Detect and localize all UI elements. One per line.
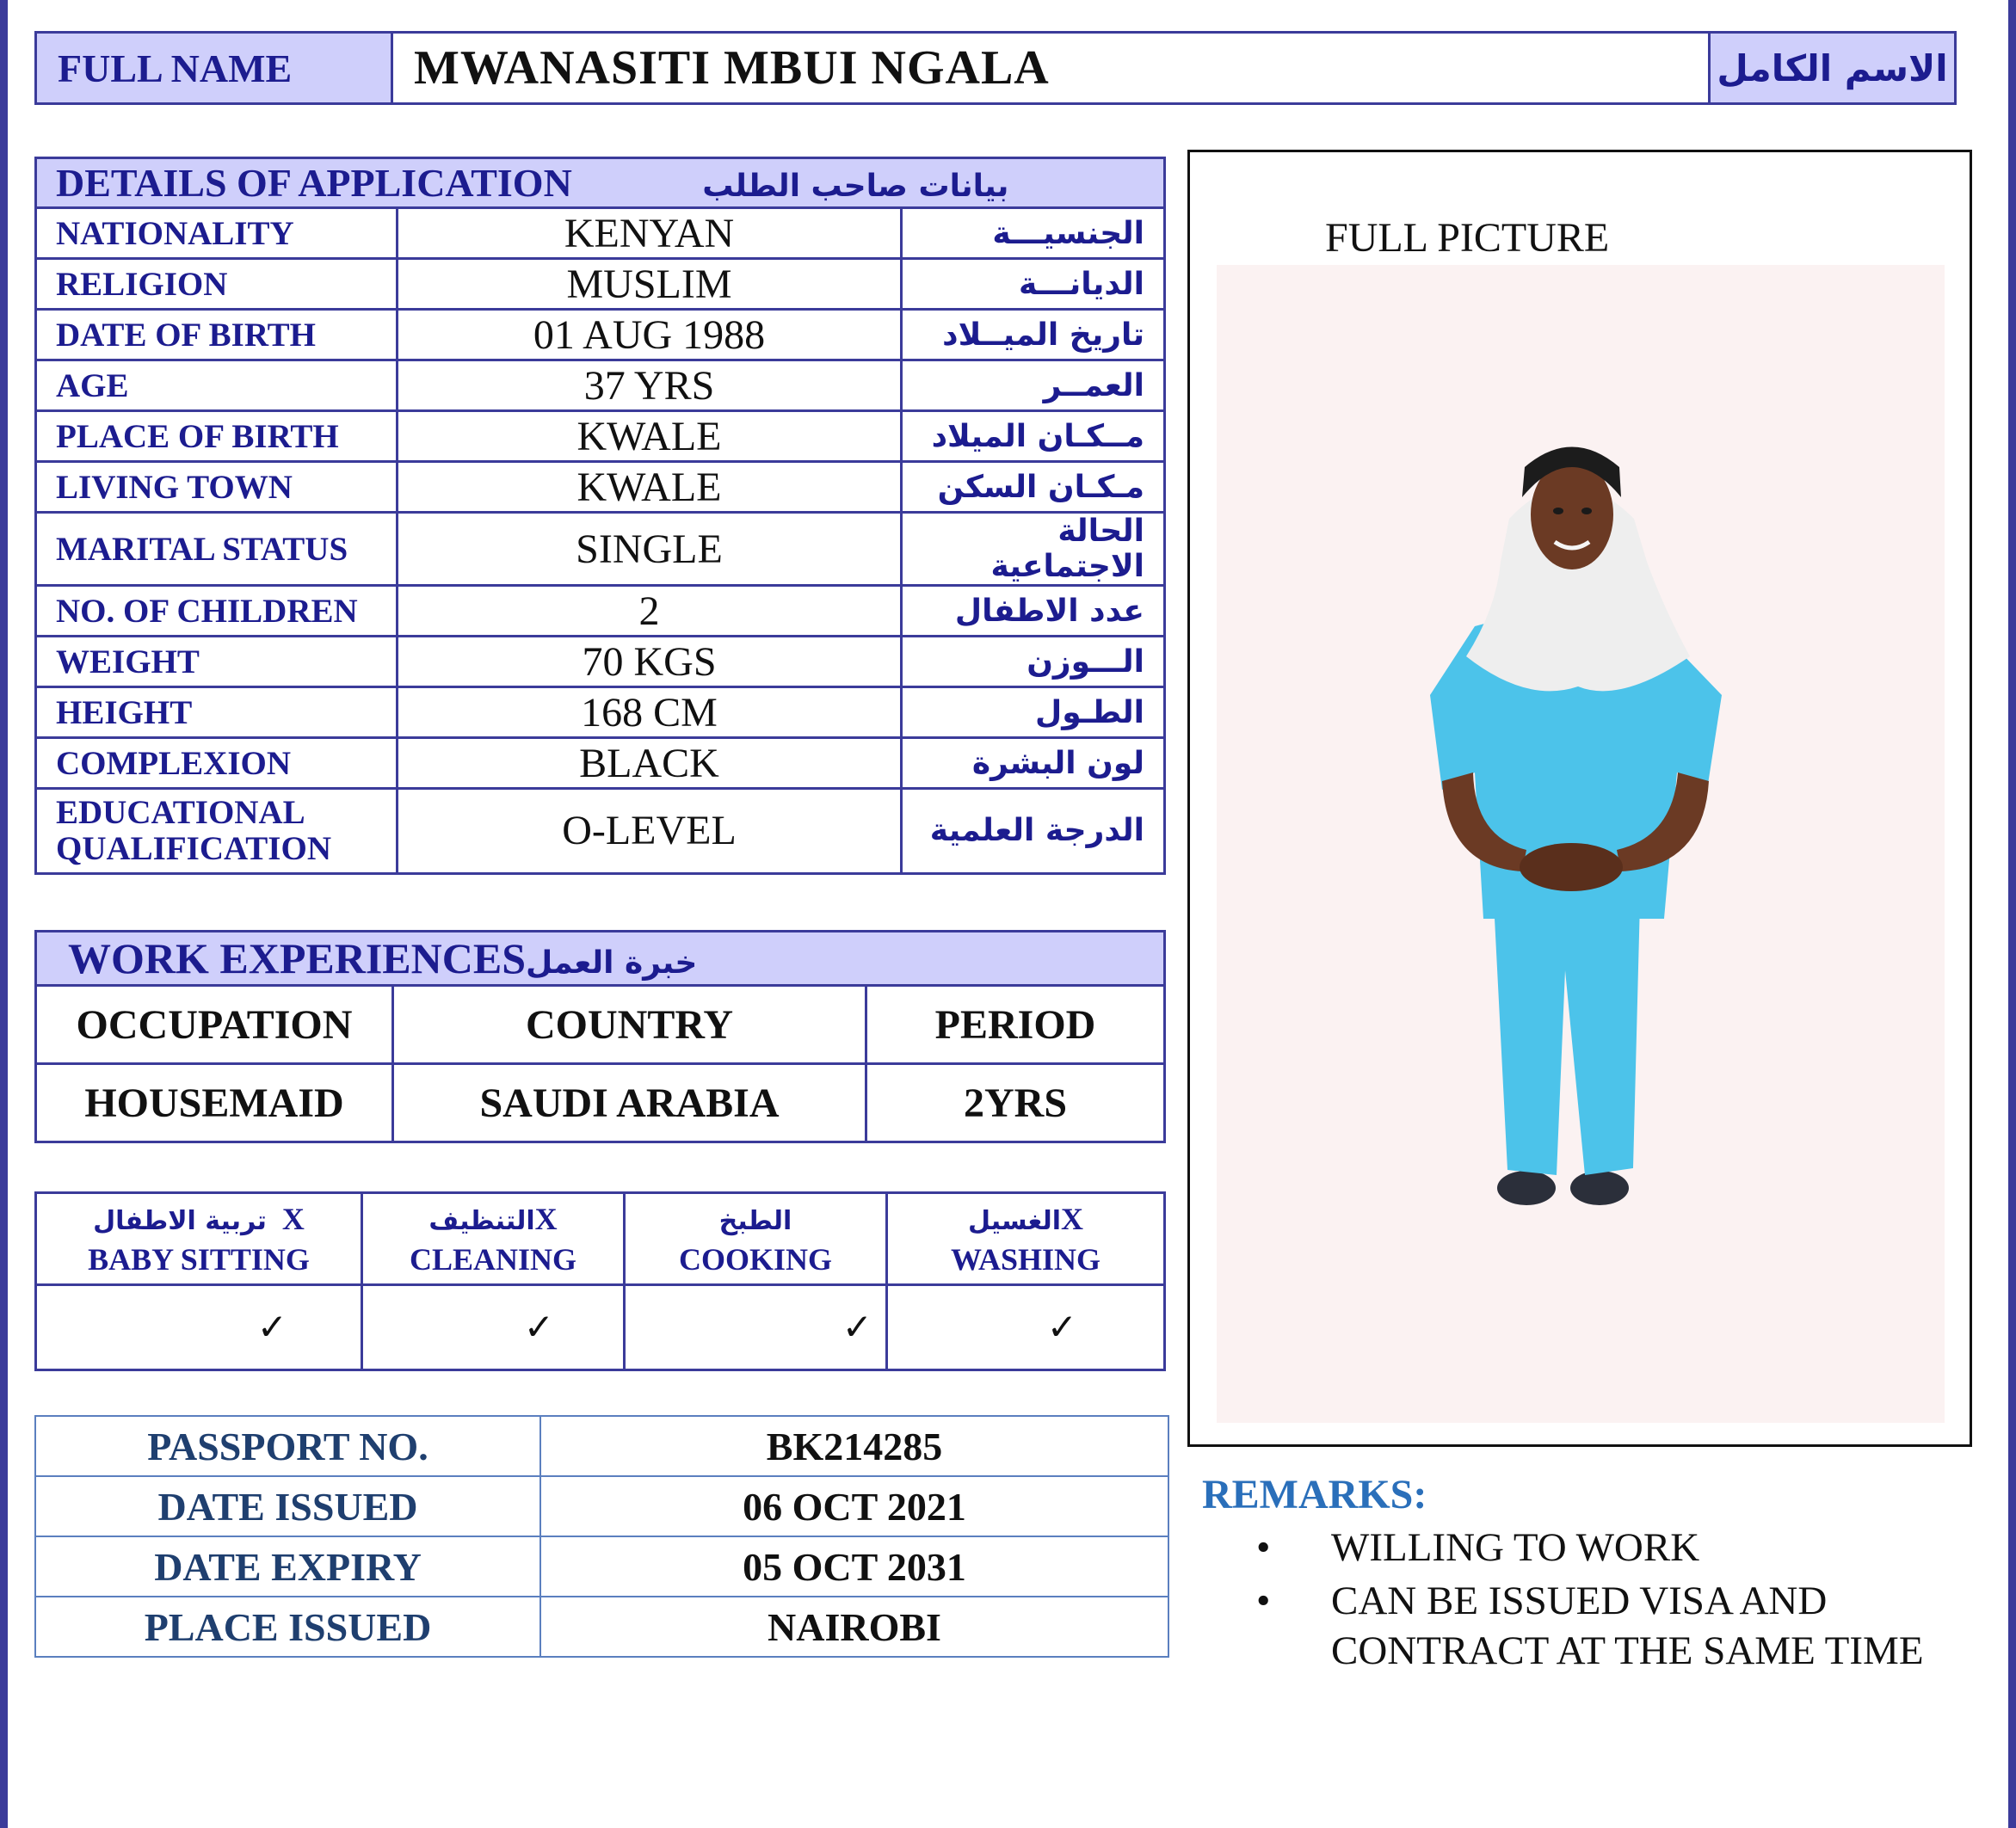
complexion-label-ar: لون البشرة [902, 738, 1165, 789]
details-row [36, 462, 1165, 513]
skill-washing-ar: الغسيل [967, 1205, 1062, 1236]
skills-table [34, 1191, 1166, 1371]
washing-check-icon: ✓ [887, 1285, 1165, 1370]
skill-cleaning-ar: التنظيف [428, 1205, 535, 1236]
passport-row [35, 1597, 1168, 1657]
place-of-birth-value: KWALE [398, 411, 902, 462]
children-value: 2 [398, 586, 902, 637]
details-row [36, 513, 1165, 586]
religion-label-ar: الديانـــة [902, 259, 1165, 310]
religion-value: MUSLIM [398, 259, 902, 310]
remark-item [1256, 1576, 1996, 1676]
age-label: AGE [36, 360, 398, 411]
skill-washing-marker: X [1061, 1201, 1084, 1236]
passport-row [35, 1476, 1168, 1536]
occupation-value: HOUSEMAID [36, 1064, 393, 1142]
age-label-ar: العمــر [902, 360, 1165, 411]
full-name-bar [34, 31, 1957, 105]
passport-no-label: PASSPORT NO. [35, 1416, 540, 1476]
full-picture-title: FULL PICTURE [1325, 215, 1610, 261]
details-row [36, 637, 1165, 687]
height-label-ar: الطـول [902, 687, 1165, 738]
height-value: 168 CM [398, 687, 902, 738]
marital-status-label: MARITAL STATUS [36, 513, 398, 586]
dob-value: 01 AUG 1988 [398, 310, 902, 360]
details-row [36, 310, 1165, 360]
skill-cooking-label: COOKING [678, 1241, 832, 1277]
skill-baby-sitting-marker: X [281, 1201, 305, 1236]
nationality-label: NATIONALITY [36, 208, 398, 259]
children-label: NO. OF CHILDREN [36, 586, 398, 637]
work-row [36, 1064, 1165, 1142]
details-row [36, 411, 1165, 462]
details-table [34, 157, 1166, 875]
person-figure-icon [1217, 265, 1945, 1423]
nationality-label-ar: الجنسيـــة [902, 208, 1165, 259]
skill-cooking [625, 1193, 887, 1285]
skill-cleaning [362, 1193, 625, 1285]
skill-cleaning-label: CLEANING [409, 1241, 577, 1277]
place-issued-label: PLACE ISSUED [35, 1597, 540, 1657]
details-row [36, 738, 1165, 789]
height-label: HEIGHT [36, 687, 398, 738]
skill-washing [887, 1193, 1165, 1285]
details-row [36, 586, 1165, 637]
education-label-line2: QUALIFICATION [56, 830, 331, 867]
remark-text: WILLING TO WORK [1331, 1525, 1700, 1570]
nationality-value: KENYAN [398, 208, 902, 259]
weight-label-ar: الـــوزن [902, 637, 1165, 687]
dob-label-ar: تاريخ الميــلاد [902, 310, 1165, 360]
skill-cooking-ar: الطبخ [718, 1205, 792, 1236]
work-header-row [36, 932, 1165, 986]
cooking-check-icon: ✓ [625, 1285, 887, 1370]
remark-text-line1: CAN BE ISSUED VISA AND [1331, 1579, 1828, 1623]
remark-item [1256, 1523, 1996, 1573]
period-value: 2YRS [866, 1064, 1165, 1142]
bullet-icon: • [1256, 1579, 1271, 1623]
skill-washing-label: WASHING [950, 1241, 1101, 1277]
date-issued-value: 06 OCT 2021 [540, 1476, 1168, 1536]
weight-value: 70 KGS [398, 637, 902, 687]
skill-baby-sitting-label: BABY SITTING [88, 1241, 310, 1277]
religion-label: RELIGION [36, 259, 398, 310]
passport-row [35, 1536, 1168, 1597]
marital-status-label-ar: الحالة الاجتماعية [902, 513, 1165, 586]
skills-header-row [36, 1193, 1165, 1285]
full-picture-panel [1187, 150, 1972, 1447]
remarks-list [1256, 1523, 1996, 1679]
details-row [36, 208, 1165, 259]
baby-sitting-check-icon: ✓ [36, 1285, 362, 1370]
education-label-ar: الدرجة العلمية [902, 789, 1165, 874]
full-picture-photo [1217, 265, 1945, 1423]
passport-table [34, 1415, 1169, 1658]
skills-check-row [36, 1285, 1165, 1370]
country-header: COUNTRY [393, 986, 866, 1064]
full-name-label-ar: الاسم الكامل [1708, 34, 1954, 102]
occupation-header: OCCUPATION [36, 986, 393, 1064]
bullet-icon: • [1256, 1525, 1271, 1570]
remarks-title: REMARKS: [1202, 1472, 1427, 1517]
place-of-birth-label: PLACE OF BIRTH [36, 411, 398, 462]
full-name-label: FULL NAME [37, 34, 393, 102]
country-value: SAUDI ARABIA [393, 1064, 866, 1142]
work-title: WORK EXPERIENCES [68, 934, 527, 982]
living-town-label: LIVING TOWN [36, 462, 398, 513]
place-issued-value: NAIROBI [540, 1597, 1168, 1657]
education-label-line1: EDUCATIONAL [56, 794, 305, 831]
skill-cleaning-marker: X [534, 1201, 558, 1236]
details-row [36, 259, 1165, 310]
work-experience-table [34, 930, 1166, 1143]
details-title: DETAILS OF APPLICATION [56, 161, 572, 205]
children-label-ar: عدد الاطفال [902, 586, 1165, 637]
skill-baby-sitting-ar: تربية الاطفال [93, 1205, 267, 1236]
living-town-label-ar: مـكـان السكن [902, 462, 1165, 513]
page-frame-left [0, 0, 8, 1828]
place-of-birth-label-ar: مــكـان الميلاد [902, 411, 1165, 462]
details-row [36, 360, 1165, 411]
details-row [36, 789, 1165, 874]
page-frame-right [2008, 0, 2016, 1828]
education-value: O-LEVEL [398, 789, 902, 874]
details-header-row [36, 158, 1165, 208]
cleaning-check-icon: ✓ [362, 1285, 625, 1370]
skill-baby-sitting [36, 1193, 362, 1285]
dob-label: DATE OF BIRTH [36, 310, 398, 360]
details-row [36, 687, 1165, 738]
complexion-value: BLACK [398, 738, 902, 789]
full-name-value: MWANASITI MBUI NGALA [414, 41, 1050, 95]
complexion-label: COMPLEXION [36, 738, 398, 789]
living-town-value: KWALE [398, 462, 902, 513]
work-columns-row [36, 986, 1165, 1064]
date-expiry-value: 05 OCT 2031 [540, 1536, 1168, 1597]
date-expiry-label: DATE EXPIRY [35, 1536, 540, 1597]
date-issued-label: DATE ISSUED [35, 1476, 540, 1536]
passport-row [35, 1416, 1168, 1476]
details-title-ar: بيانات صاحب الطلب [702, 169, 1009, 204]
age-value: 37 YRS [398, 360, 902, 411]
passport-no-value: BK214285 [540, 1416, 1168, 1476]
education-label [36, 789, 398, 874]
weight-label: WEIGHT [36, 637, 398, 687]
marital-status-value: SINGLE [398, 513, 902, 586]
remark-text-line2: CONTRACT AT THE SAME TIME [1331, 1628, 1924, 1673]
work-title-ar: خبرة العمل [526, 945, 698, 981]
period-header: PERIOD [866, 986, 1165, 1064]
